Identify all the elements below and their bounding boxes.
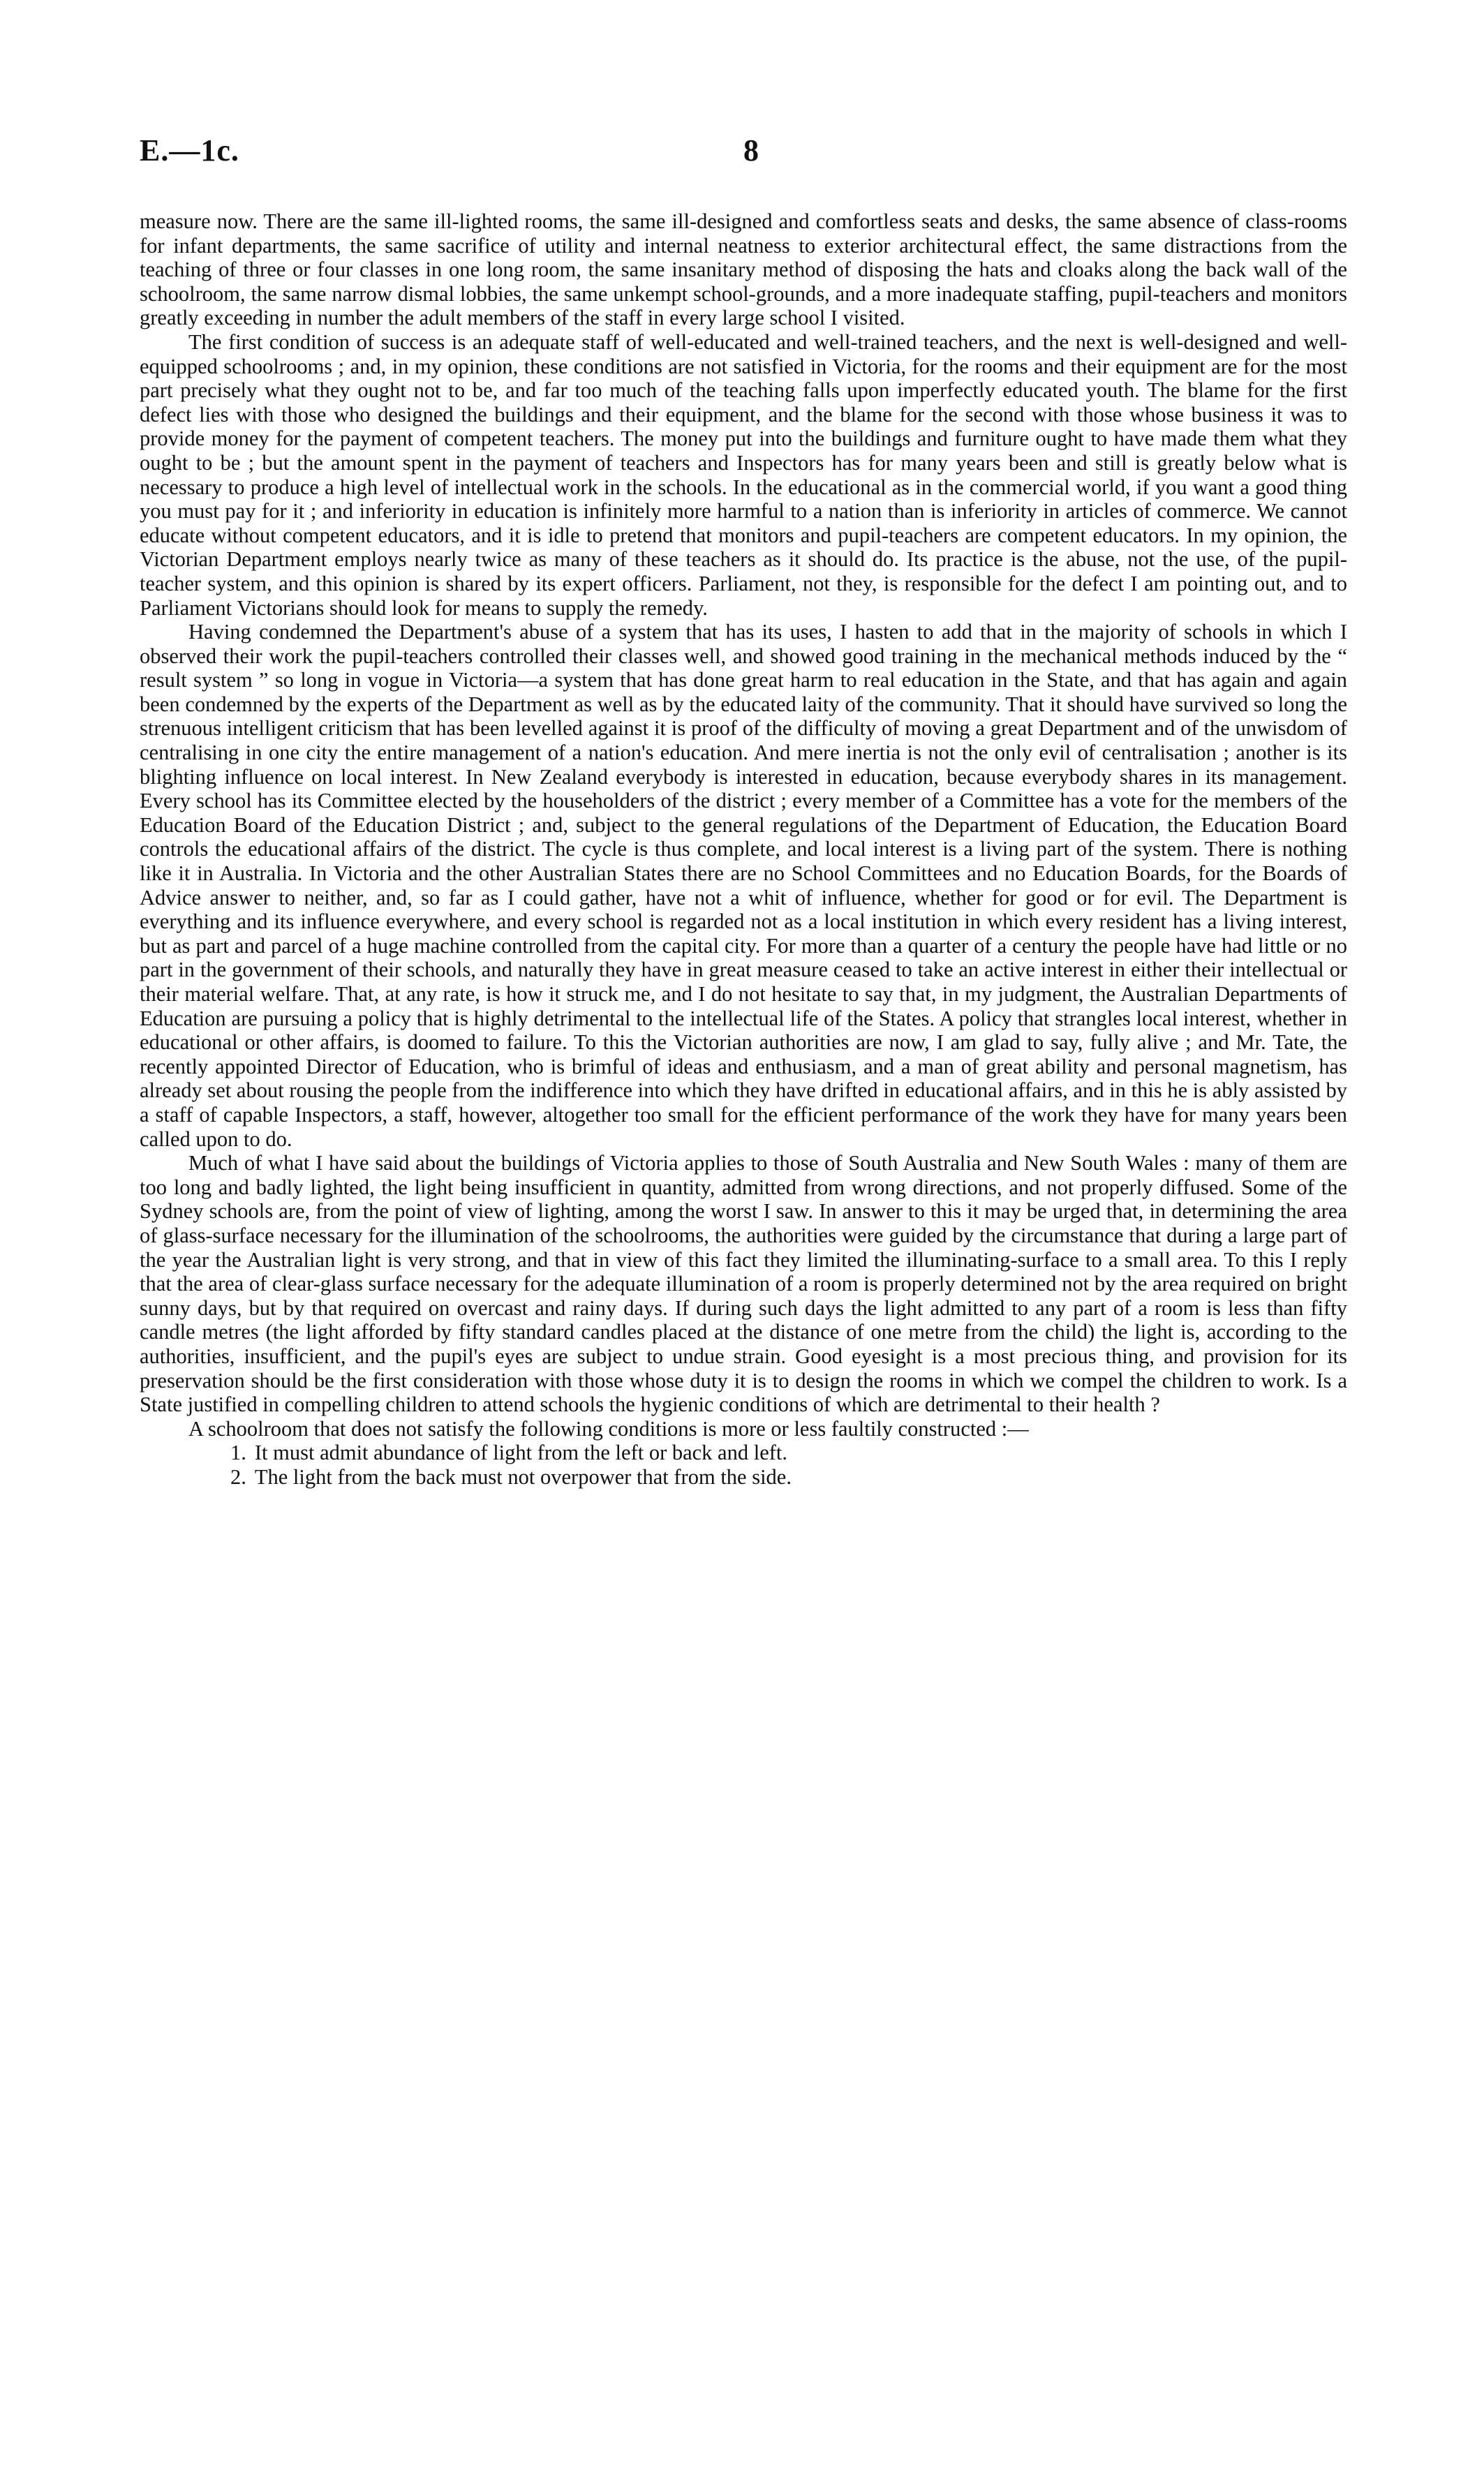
list-item: [140, 1465, 1347, 1490]
document-code: E.—1c.: [140, 133, 239, 168]
conditions-list: [140, 1441, 1347, 1489]
paragraph-staff-conditions: The first condition of success is an adequate staff of well-educated and well-trained teachers, and the next is well-designed and well-equipped schoolrooms ; and, in my opinion, these conditions are not satisfied in Victoria, for the rooms and their equipment are for the most part precisely what they ought not to be, and far too much of the teaching falls upon imperfectly educated youth. The blame for the first defect lies with those who designed the buildings and their equipment, and the blame for the second with those whose business it was to provide money for the payment of competent teachers. The money put into the buildings and furniture ought to have made them what they ought to be ; but the amount spent in the payment of teachers and Inspectors has for many years been and still is greatly below what is necessary to produce a high level of intellectual work in the schools. In the educational as in the commercial world, if you want a good thing you must pay for it ; and inferiority in education is infinitely more harmful to a nation than is inferiority in articles of commerce. We cannot educate without competent educators, and it is idle to pretend that monitors and pupil-teachers are competent educators. In my opinion, the Victorian Department employs nearly twice as many of these teachers as it should do. Its practice is the abuse, not the use, of the pupil-teacher system, and this opinion is shared by its expert officers. Parliament, not they, is responsible for the defect I am pointing out, and to Parliament Victorians should look for means to supply the remedy.: [140, 329, 1347, 620]
paragraph-conditions-intro: A schoolroom that does not satisfy the following conditions is more or less faultily constructed :—: [188, 1416, 1029, 1441]
list-item-text: The light from the back must not overpower that from the side.: [254, 1464, 792, 1489]
page-header: [140, 133, 1347, 174]
list-item-number: 2.: [230, 1464, 246, 1489]
page-number: 8: [743, 133, 759, 168]
list-item: [140, 1441, 1347, 1465]
list-item-number: 1.: [230, 1441, 246, 1465]
paragraph-lighting: Much of what I have said about the buildings of Victoria applies to those of South Australia and New South Wales : many of them are too long and badly lighted, the light being insufficient in quantity, admitted from wrong directions, and not properly diffused. Some of the Sydney schools are, from the point of view of lighting, among the worst I saw. In answer to this it may be urged that, in determining the area of glass-surface necessary for the illumination of the schoolrooms, the authorities were guided by the circumstance that during a large part of the year the Australian light is very strong, and that in view of this fact they limited the illuminating-surface to a small area. To this I reply that the area of clear-glass surface necessary for the adequate illumination of a room is properly determined not by the area required on bright sunny days, but by that required on overcast and rainy days. If during such days the light admitted to any part of a room is less than fifty candle metres (the light afforded by fifty standard candles placed at the distance of one metre from the child) the light is, according to the authorities, insufficient, and the pupil's eyes are subject to undue strain. Good eyesight is a most precious thing, and provision for its preservation should be the first consideration with those whose duty it is to design the rooms in which we compel the children to work. Is a State justified in compelling children to attend schools the hygienic conditions of which are detrimental to their health ?: [140, 1151, 1347, 1417]
list-item-text: It must admit abundance of light from the left or back and left.: [254, 1441, 787, 1465]
paragraph-centralisation: Having condemned the Department's abuse of a system that has its uses, I hasten to add that in the majority of schools in which I observed their work the pupil-teachers controlled their classes well, and showed good training in the mechanical methods induced by the “ result system ” so long in vogue in Victoria—a system that has done great harm to real education in the State, and that has again and again been condemned by the experts of the Department as well as by the educated laity of the community. That it should have survived so long the strenuous intelligent criticism that has been levelled against it is proof of the difficulty of moving a great Department and of the unwisdom of centralising in one city the entire management of a nation's education. And mere inertia is not the only evil of centralisation ; another is its blighting influence on local interest. In New Zealand everybody is interested in education, because everybody shares in its management. Every school has its Committee elected by the householders of the district ; every member of a Committee has a vote for the members of the Education Board of the Education District ; and, subject to the general regulations of the Department of Education, the Education Board controls the educational affairs of the district. The cycle is thus complete, and local interest is a living part of the system. There is nothing like it in Australia. In Victoria and the other Australian States there are no School Committees and no Education Boards, for the Boards of Advice answer to neither, and, so far as I could gather, have not a whit of influence, whether for good or for evil. The Department is everything and its influence everywhere, and every school is regarded not as a local institution in which every resident has a living interest, but as part and parcel of a huge machine controlled from the capital city. For more than a quarter of a century the people have had little or no part in the government of their schools, and naturally they have in great measure ceased to take an active interest in either their intellectual or their material welfare. That, at any rate, is how it struck me, and I do not hesitate to say that, in my judgment, the Australian Departments of Education are pursuing a policy that is highly detrimental to the intellectual life of the States. A policy that strangles local interest, whether in educational or other affairs, is doomed to failure. To this the Victorian authorities are now, I am glad to say, fully alive ; and Mr. Tate, the recently appointed Director of Education, who is brimful of ideas and enthusiasm, and a man of great ability and personal magnetism, has already set about rousing the people from the indifference into which they have drifted in educational affairs, and in this he is ably assisted by a staff of capable Inspectors, a staff, however, altogether too small for the efficient performance of the work they have for many years been called upon to do.: [140, 620, 1347, 1151]
paragraph-continuation: measure now. There are the same ill-lighted rooms, the same ill-designed and comfortless seats and desks, the same absence of class-rooms for infant departments, the same sacrifice of utility and internal neatness to exterior architectural effect, the same distractions from the teaching of three or four classes in one long room, the same insanitary method of disposing the hats and cloaks along the back wall of the schoolroom, the same narrow dismal lobbies, the same unkempt school-grounds, and a more inadequate staffing, pupil-teachers and monitors greatly exceeding in number the adult members of the staff in every large school I visited.: [140, 209, 1347, 330]
body-text: [140, 209, 1347, 1489]
